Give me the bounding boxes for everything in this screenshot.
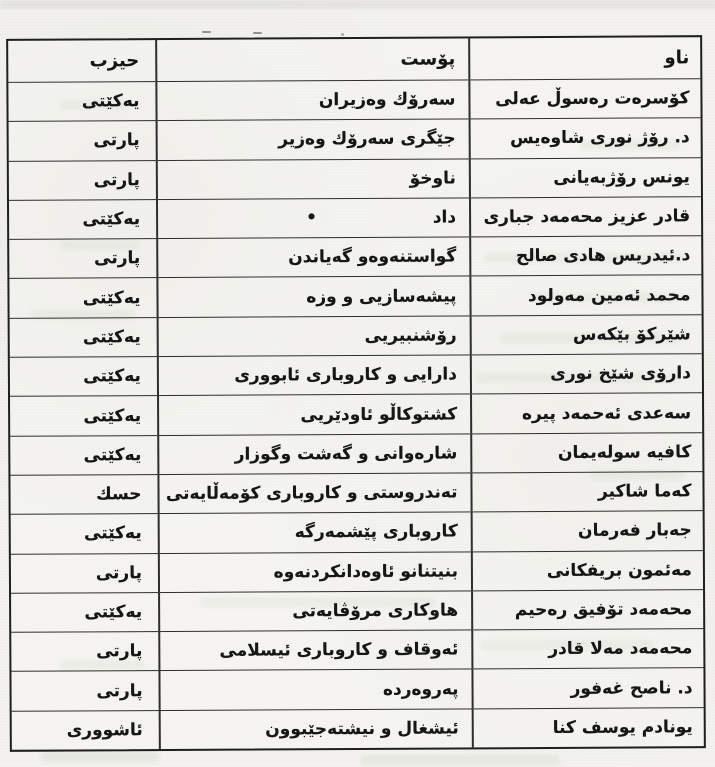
post-cell [160,631,473,671]
post-cell [159,355,472,395]
name-cell [471,276,701,316]
party-cell [10,357,159,396]
party-cell [11,554,160,593]
note-dot: • [306,207,318,228]
party-value: یەكێتی [83,405,142,426]
name-cell [471,197,701,237]
table-row [9,117,701,160]
party-value: پارتی [95,562,142,584]
post-cell [159,395,472,435]
post-value: ناوخۆ [409,168,456,189]
table-row [11,628,703,671]
post-cell [159,473,472,513]
name-value: محمد ئەمین مەولود [527,284,691,306]
post-cell [159,316,472,356]
party-cell [10,436,159,475]
name-value: د. ناصح غەفور [570,677,693,699]
header-name-cell [470,37,700,79]
name-value: جەبار فەرمان [577,520,692,542]
party-value: یەكێتی [83,366,141,387]
name-cell [471,158,701,198]
post-cell [158,238,471,278]
post-value: پیشەسازیی و وزە [306,286,457,307]
name-value: د. رۆژ نوری شاوەیس [510,127,690,149]
post-value: پەروەردە [382,679,459,700]
header-party-cell [8,40,157,82]
header-name-label: ناو [664,47,690,69]
bleed-through-artifact [40,752,160,762]
party-value: پارتی [96,680,143,701]
table-row [10,393,702,436]
post-cell [160,591,473,631]
post-value: تەندروستی و كاروباری كۆمەڵایەتی [165,482,458,505]
scan-speck [341,33,344,36]
name-value: یونس رۆژبەیانی [553,166,690,188]
party-cell [10,475,159,514]
party-value: یەكێتی [82,209,141,230]
party-cell [9,161,158,200]
name-value: محەمەد تۆفیق رەحیم [514,599,693,621]
table-row [10,471,702,514]
post-cell [160,513,473,553]
table-row [9,275,701,318]
party-cell [9,121,158,160]
header-post-label: پۆست [400,48,456,70]
party-cell [10,318,159,357]
party-cell [8,82,157,121]
post-value: هاوكاری مرۆڤایەتی [292,600,459,622]
party-value: یەكێتی [84,523,142,544]
post-cell [161,709,474,749]
party-value: پارتی [94,248,141,269]
bleed-through-artifact [360,755,560,765]
party-value: یەكێتی [82,287,141,309]
name-value: دارۆی شێخ نوری [550,363,691,385]
party-cell [12,711,161,750]
table-row [9,235,701,278]
post-value: ئیشغال و نیشتەجێبوون [265,718,459,740]
name-value: یونادم یوسف كنا [552,717,693,738]
post-value: دارایی و كاروباری ئابووری [234,364,457,386]
post-value: گواستنەوەو گەیاندن [288,246,457,268]
header-party-label: حيزب [89,50,140,72]
table-row [10,353,702,396]
name-cell [473,629,703,669]
party-cell [11,514,160,553]
post-cell [158,198,471,238]
party-value: پارتی [96,641,143,662]
table-row [8,78,700,121]
name-cell [474,708,704,748]
party-cell [10,396,159,435]
party-cell [11,632,160,671]
table-row [12,707,704,750]
table-row [9,157,701,200]
party-value: پارتی [93,169,140,191]
name-value: مەئمون بریفكانی [546,559,692,581]
post-value: بنیتنانو ئاوەدانكردنەوە [273,561,458,583]
scan-speck [253,32,262,34]
name-cell [473,669,703,709]
party-value: یەكێتی [82,327,141,348]
name-value: سەعدی ئەحمەد پیرە [521,402,692,424]
party-value: یەكێتی [84,602,143,623]
name-cell [473,511,703,551]
table-row [11,550,703,593]
post-cell [157,80,470,120]
name-cell [472,394,702,434]
party-cell [9,200,158,239]
party-cell [9,279,158,318]
name-cell [470,79,700,119]
post-value: كشتوكاڵو ئاودێریی [300,403,458,425]
party-value: یەكێتی [81,91,140,112]
post-value: ئەوقاف و كاروباری ئیسلامی [219,639,459,662]
name-cell [472,354,702,394]
document-table [6,35,706,752]
table-row [11,510,703,553]
name-value: كەما شاكیر [597,481,692,502]
name-value: كۆسرەت رەسوڵ عەلی [495,88,690,110]
party-cell [11,593,160,632]
table-row [10,432,702,475]
name-value: شێركۆ بێكەس [572,324,691,345]
post-value: كاروباری پێشمەرگە [294,521,458,543]
name-value: كافیه سولەیمان [557,442,692,463]
party-value: پارتی [93,130,140,151]
party-cell [11,671,160,710]
party-value: ئاشووری [66,720,143,741]
post-value: جێگری سەرۆك وەزیر [278,128,456,150]
post-value: رۆشنبیریی [364,325,457,346]
scan-speck [202,31,211,33]
name-value: د.ئیدریس هادی صالح [515,245,691,267]
name-cell [472,315,702,355]
header-post-cell [157,38,470,81]
name-value: قادر عزیز محەمەد جباری [483,206,691,228]
header-row [8,37,700,82]
post-cell [158,159,471,199]
post-value: سەرۆك وەزیران [318,89,456,111]
table-row [11,589,703,632]
post-cell [158,120,471,160]
party-value: یەكێتی [83,444,142,466]
table-row [11,668,703,711]
party-value: حسك [96,484,142,505]
scan-edge-shadow [0,0,715,9]
table-row [9,196,701,239]
name-cell [472,433,702,473]
name-cell [473,590,703,630]
name-cell [471,236,701,276]
post-cell [160,552,473,592]
post-cell [159,434,472,474]
name-cell [471,118,701,158]
post-cell [160,670,473,710]
name-cell [472,472,702,512]
table-rows [8,78,703,750]
post-value: شارەوانی و گەشت وگوزار [234,443,458,465]
name-cell [473,551,703,591]
post-cell [158,277,471,317]
table-row [10,314,702,357]
post-value: داد [432,207,457,228]
party-cell [9,239,158,278]
name-value: محەمەد مەلا قادر [548,638,693,660]
